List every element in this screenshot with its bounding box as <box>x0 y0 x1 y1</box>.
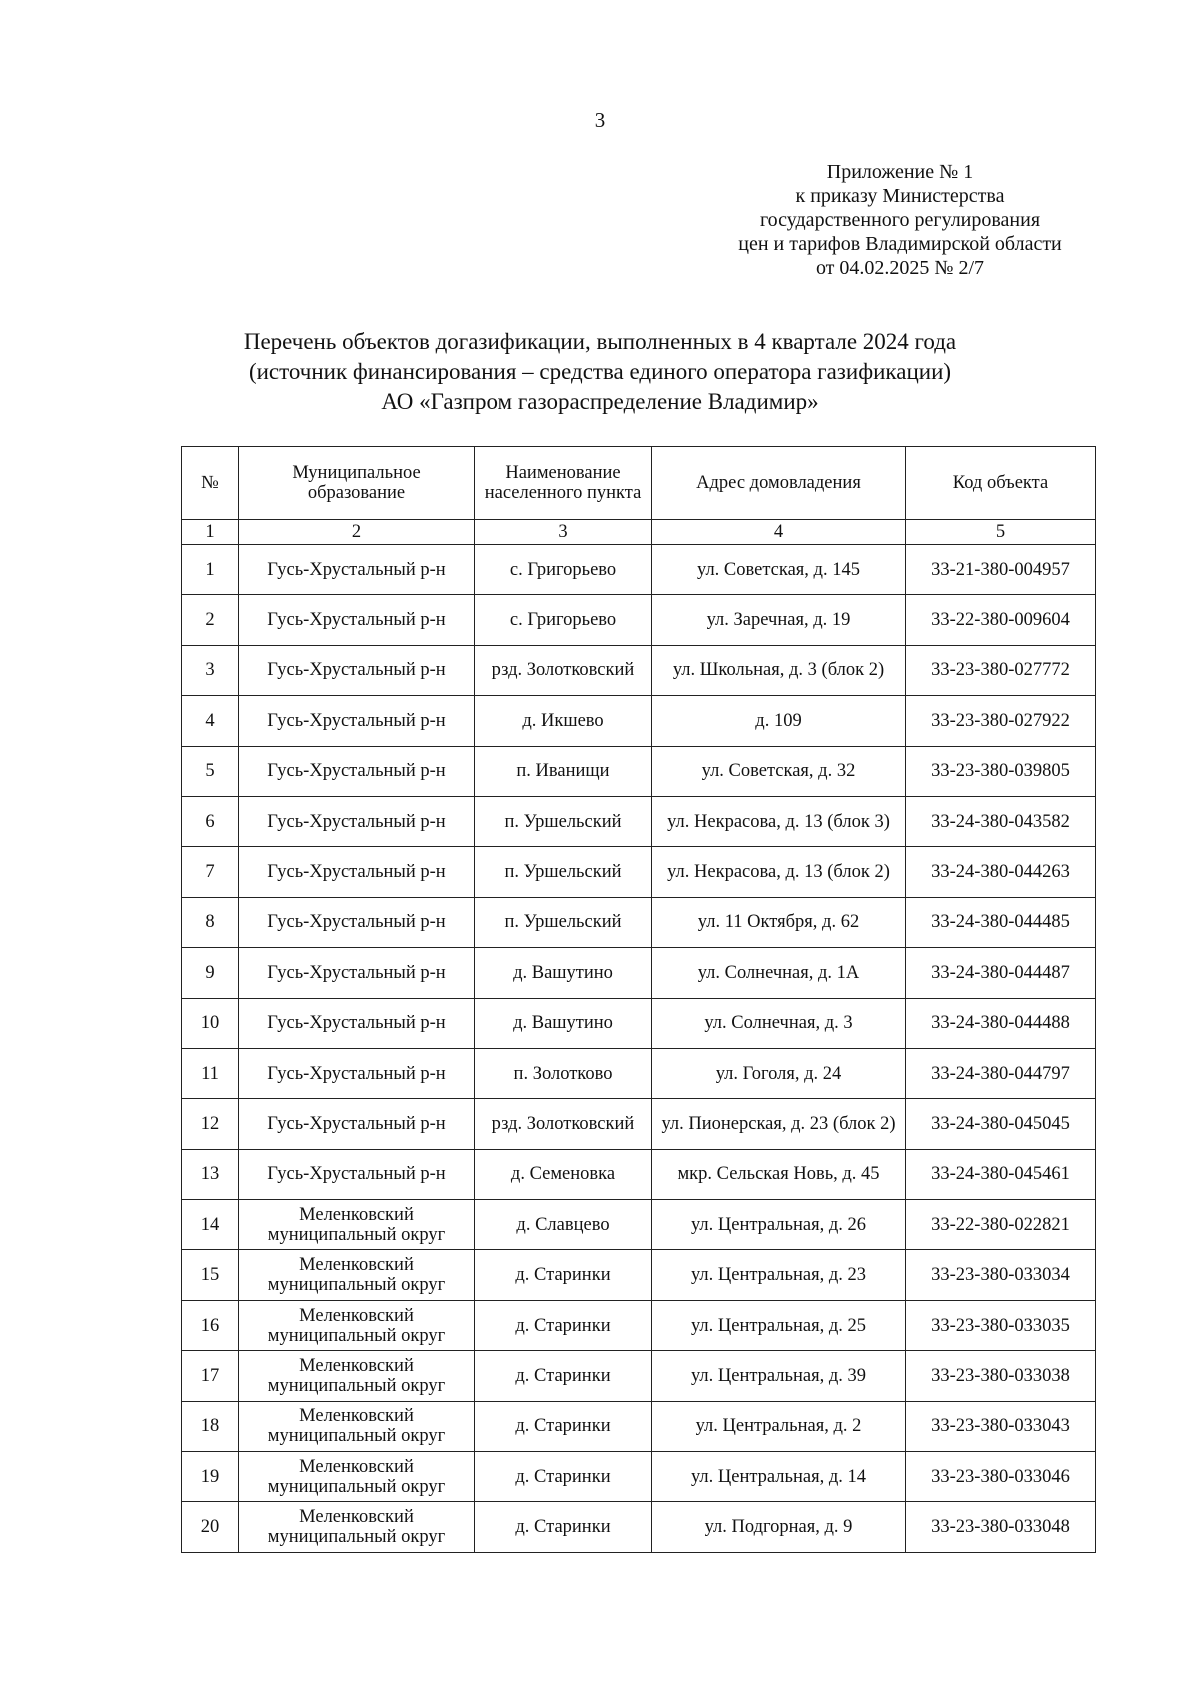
cell-object-code: 33-22-380-022821 <box>906 1200 1096 1250</box>
cell-address: ул. Центральная, д. 2 <box>652 1401 906 1451</box>
cell-object-code: 33-23-380-033038 <box>906 1351 1096 1401</box>
table-row <box>182 948 1096 998</box>
cell-locality: с. Григорьево <box>475 595 652 645</box>
cell-locality: п. Золотково <box>475 1048 652 1098</box>
cell-locality: д. Икшево <box>475 696 652 746</box>
cell-object-code: 33-24-380-044263 <box>906 847 1096 897</box>
cell-number: 13 <box>182 1149 239 1199</box>
cell-municipality: Гусь-Хрустальный р-н <box>239 595 475 645</box>
cell-number: 5 <box>182 746 239 796</box>
cell-address: ул. Некрасова, д. 13 (блок 2) <box>652 847 906 897</box>
title-line: (источник финансирования – средства единого оператора газификации) <box>248 359 952 384</box>
table-row <box>182 847 1096 897</box>
cell-number: 4 <box>182 696 239 746</box>
page-number: 3 <box>594 108 606 132</box>
cell-municipality: Гусь-Хрустальный р-н <box>239 1048 475 1098</box>
cell-municipality: Меленковский муниципальный округ <box>239 1401 475 1451</box>
title-line: АО «Газпром газораспределение Владимир» <box>381 389 819 414</box>
cell-address: д. 109 <box>652 696 906 746</box>
cell-municipality: Гусь-Хрустальный р-н <box>239 746 475 796</box>
header-object-code: Код объекта <box>906 447 1096 520</box>
table-row <box>182 1048 1096 1098</box>
table-row <box>182 1502 1096 1552</box>
cell-number: 10 <box>182 998 239 1048</box>
cell-object-code: 33-23-380-033034 <box>906 1250 1096 1300</box>
cell-number: 2 <box>182 595 239 645</box>
title-line: Перечень объектов догазификации, выполненных в 4 квартале 2024 года <box>243 329 957 354</box>
cell-locality: д. Старинки <box>475 1502 652 1552</box>
header-address: Адрес домовладения <box>652 447 906 520</box>
cell-object-code: 33-23-380-027772 <box>906 645 1096 695</box>
cell-object-code: 33-23-380-033048 <box>906 1502 1096 1552</box>
appendix-line: к приказу Министерства <box>795 185 1005 207</box>
cell-object-code: 33-23-380-033043 <box>906 1401 1096 1451</box>
cell-address: ул. Советская, д. 32 <box>652 746 906 796</box>
appendix-line: Приложение № 1 <box>826 161 974 183</box>
cell-address: ул. Солнечная, д. 3 <box>652 998 906 1048</box>
cell-locality: п. Иванищи <box>475 746 652 796</box>
table-row <box>182 545 1096 595</box>
column-number: 3 <box>475 520 652 545</box>
cell-municipality: Гусь-Хрустальный р-н <box>239 998 475 1048</box>
cell-municipality: Меленковский муниципальный округ <box>239 1200 475 1250</box>
table-row <box>182 645 1096 695</box>
cell-municipality: Гусь-Хрустальный р-н <box>239 696 475 746</box>
cell-municipality: Гусь-Хрустальный р-н <box>239 545 475 595</box>
table-row <box>182 1452 1096 1502</box>
cell-municipality: Гусь-Хрустальный р-н <box>239 897 475 947</box>
table-row <box>182 897 1096 947</box>
column-number: 2 <box>239 520 475 545</box>
cell-object-code: 33-24-380-044487 <box>906 948 1096 998</box>
cell-object-code: 33-24-380-044797 <box>906 1048 1096 1098</box>
table-row <box>182 696 1096 746</box>
cell-address: ул. 11 Октября, д. 62 <box>652 897 906 947</box>
appendix-reference <box>700 160 1100 280</box>
cell-number: 11 <box>182 1048 239 1098</box>
appendix-line: цен и тарифов Владимирской области <box>738 233 1062 255</box>
cell-number: 20 <box>182 1502 239 1552</box>
cell-object-code: 33-24-380-045461 <box>906 1149 1096 1199</box>
header-locality: Наименование населенного пункта <box>475 447 652 520</box>
cell-municipality: Меленковский муниципальный округ <box>239 1250 475 1300</box>
cell-object-code: 33-23-380-033035 <box>906 1300 1096 1350</box>
cell-address: ул. Гоголя, д. 24 <box>652 1048 906 1098</box>
cell-number: 16 <box>182 1300 239 1350</box>
table-row <box>182 1351 1096 1401</box>
column-number: 5 <box>906 520 1096 545</box>
column-number: 4 <box>652 520 906 545</box>
cell-address: ул. Центральная, д. 26 <box>652 1200 906 1250</box>
cell-number: 14 <box>182 1200 239 1250</box>
cell-object-code: 33-24-380-044488 <box>906 998 1096 1048</box>
cell-locality: п. Уршельский <box>475 796 652 846</box>
cell-number: 6 <box>182 796 239 846</box>
cell-municipality: Гусь-Хрустальный р-н <box>239 948 475 998</box>
cell-locality: д. Старинки <box>475 1452 652 1502</box>
cell-number: 18 <box>182 1401 239 1451</box>
cell-object-code: 33-21-380-004957 <box>906 545 1096 595</box>
cell-object-code: 33-22-380-009604 <box>906 595 1096 645</box>
table-row <box>182 1099 1096 1149</box>
cell-number: 7 <box>182 847 239 897</box>
cell-locality: рзд. Золотковский <box>475 645 652 695</box>
cell-address: ул. Центральная, д. 14 <box>652 1452 906 1502</box>
cell-locality: д. Старинки <box>475 1351 652 1401</box>
table-row <box>182 998 1096 1048</box>
cell-municipality: Гусь-Хрустальный р-н <box>239 796 475 846</box>
cell-number: 9 <box>182 948 239 998</box>
objects-table <box>181 446 1096 1553</box>
cell-object-code: 33-23-380-033046 <box>906 1452 1096 1502</box>
cell-address: ул. Пионерская, д. 23 (блок 2) <box>652 1099 906 1149</box>
cell-address: ул. Центральная, д. 25 <box>652 1300 906 1350</box>
table-row <box>182 1250 1096 1300</box>
table-header-row <box>182 447 1096 520</box>
cell-number: 19 <box>182 1452 239 1502</box>
cell-municipality: Гусь-Хрустальный р-н <box>239 1149 475 1199</box>
cell-locality: д. Вашутино <box>475 998 652 1048</box>
cell-address: ул. Заречная, д. 19 <box>652 595 906 645</box>
cell-locality: с. Григорьево <box>475 545 652 595</box>
cell-address: ул. Школьная, д. 3 (блок 2) <box>652 645 906 695</box>
cell-object-code: 33-24-380-043582 <box>906 796 1096 846</box>
cell-number: 8 <box>182 897 239 947</box>
cell-locality: д. Старинки <box>475 1250 652 1300</box>
cell-address: мкр. Сельская Новь, д. 45 <box>652 1149 906 1199</box>
cell-locality: п. Уршельский <box>475 847 652 897</box>
table-row <box>182 1200 1096 1250</box>
cell-number: 17 <box>182 1351 239 1401</box>
appendix-line: от 04.02.2025 № 2/7 <box>815 257 985 279</box>
cell-locality: п. Уршельский <box>475 897 652 947</box>
cell-locality: д. Славцево <box>475 1200 652 1250</box>
column-number: 1 <box>182 520 239 545</box>
appendix-line: государственного регулирования <box>759 209 1041 231</box>
cell-number: 12 <box>182 1099 239 1149</box>
document-title <box>0 327 1200 417</box>
cell-locality: д. Старинки <box>475 1401 652 1451</box>
cell-municipality: Меленковский муниципальный округ <box>239 1452 475 1502</box>
cell-object-code: 33-24-380-044485 <box>906 897 1096 947</box>
table-row <box>182 796 1096 846</box>
cell-address: ул. Центральная, д. 23 <box>652 1250 906 1300</box>
cell-object-code: 33-23-380-027922 <box>906 696 1096 746</box>
cell-municipality: Меленковский муниципальный округ <box>239 1300 475 1350</box>
cell-address: ул. Центральная, д. 39 <box>652 1351 906 1401</box>
table-body <box>182 545 1096 1553</box>
cell-municipality: Гусь-Хрустальный р-н <box>239 645 475 695</box>
cell-locality: рзд. Золотковский <box>475 1099 652 1149</box>
cell-number: 1 <box>182 545 239 595</box>
table-row <box>182 1300 1096 1350</box>
cell-number: 15 <box>182 1250 239 1300</box>
cell-address: ул. Некрасова, д. 13 (блок 3) <box>652 796 906 846</box>
table-row <box>182 595 1096 645</box>
cell-locality: д. Старинки <box>475 1300 652 1350</box>
cell-address: ул. Солнечная, д. 1А <box>652 948 906 998</box>
table-row <box>182 746 1096 796</box>
table-row <box>182 1401 1096 1451</box>
table-row <box>182 1149 1096 1199</box>
header-number: № <box>182 447 239 520</box>
cell-locality: д. Семеновка <box>475 1149 652 1199</box>
header-municipality: Муниципальное образование <box>239 447 475 520</box>
cell-object-code: 33-23-380-039805 <box>906 746 1096 796</box>
cell-locality: д. Вашутино <box>475 948 652 998</box>
cell-municipality: Гусь-Хрустальный р-н <box>239 847 475 897</box>
column-numbering-row <box>182 520 1096 545</box>
cell-municipality: Гусь-Хрустальный р-н <box>239 1099 475 1149</box>
cell-object-code: 33-24-380-045045 <box>906 1099 1096 1149</box>
cell-number: 3 <box>182 645 239 695</box>
cell-municipality: Меленковский муниципальный округ <box>239 1502 475 1552</box>
cell-municipality: Меленковский муниципальный округ <box>239 1351 475 1401</box>
cell-address: ул. Подгорная, д. 9 <box>652 1502 906 1552</box>
cell-address: ул. Советская, д. 145 <box>652 545 906 595</box>
